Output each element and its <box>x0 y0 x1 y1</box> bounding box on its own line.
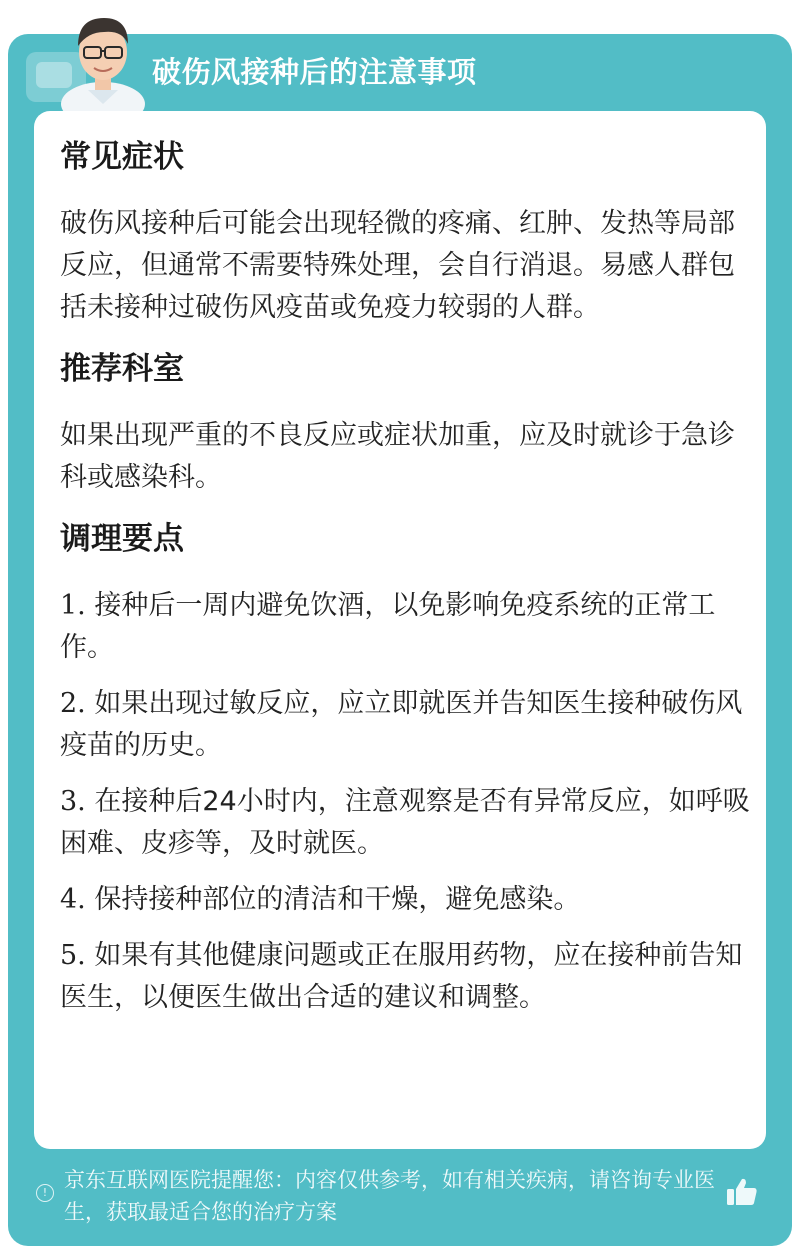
list-item-text: 在接种后24小时内，注意观察是否有异常反应，如呼吸困难、皮疹等，及时就医。 <box>60 786 750 859</box>
list-item-text: 保持接种部位的清洁和干燥，避免感染。 <box>94 884 581 915</box>
doctor-avatar-icon <box>48 4 158 114</box>
thumbs-up-icon[interactable] <box>724 1174 760 1210</box>
list-item-number: 2. <box>60 688 86 719</box>
list-item <box>60 585 750 669</box>
disclaimer-text: 京东互联网医院提醒您：内容仅供参考，如有相关疾病，请咨询专业医生，获取最适合您的治疗方案 <box>64 1168 715 1224</box>
list-item-number: 5. <box>60 940 86 971</box>
page-title: 破伤风接种后的注意事项 <box>152 55 477 89</box>
list-item-text: 接种后一周内避免饮酒，以免影响免疫系统的正常工作。 <box>60 590 716 663</box>
info-circle-icon: ! <box>36 1184 54 1202</box>
list-item-text: 如果有其他健康问题或正在服用药物，应在接种前告知医生，以便医生做出合适的建议和调整。 <box>60 940 743 1013</box>
list-item <box>60 781 750 865</box>
list-item-number: 1. <box>60 590 86 621</box>
list-item-number: 4. <box>60 884 86 915</box>
list-item-text: 如果出现过敏反应，应立即就医并告知医生接种破伤风疫苗的历史。 <box>60 688 743 761</box>
symptoms-text: 破伤风接种后可能会出现轻微的疼痛、红肿、发热等局部反应，但通常不需要特殊处理，会自行消退。易感人群包括未接种过破伤风疫苗或免疫力较弱的人群。 <box>60 208 735 323</box>
section-title-symptoms: 常见症状 <box>60 139 184 175</box>
list-item <box>60 879 750 921</box>
section-title-care: 调理要点 <box>60 521 184 557</box>
content-card <box>34 111 766 1149</box>
list-item <box>60 935 750 1019</box>
section-title-department: 推荐科室 <box>60 351 184 387</box>
department-text: 如果出现严重的不良反应或症状加重，应及时就诊于急诊科或感染科。 <box>60 420 735 493</box>
list-item-number: 3. <box>60 786 86 817</box>
list-item <box>60 683 750 767</box>
